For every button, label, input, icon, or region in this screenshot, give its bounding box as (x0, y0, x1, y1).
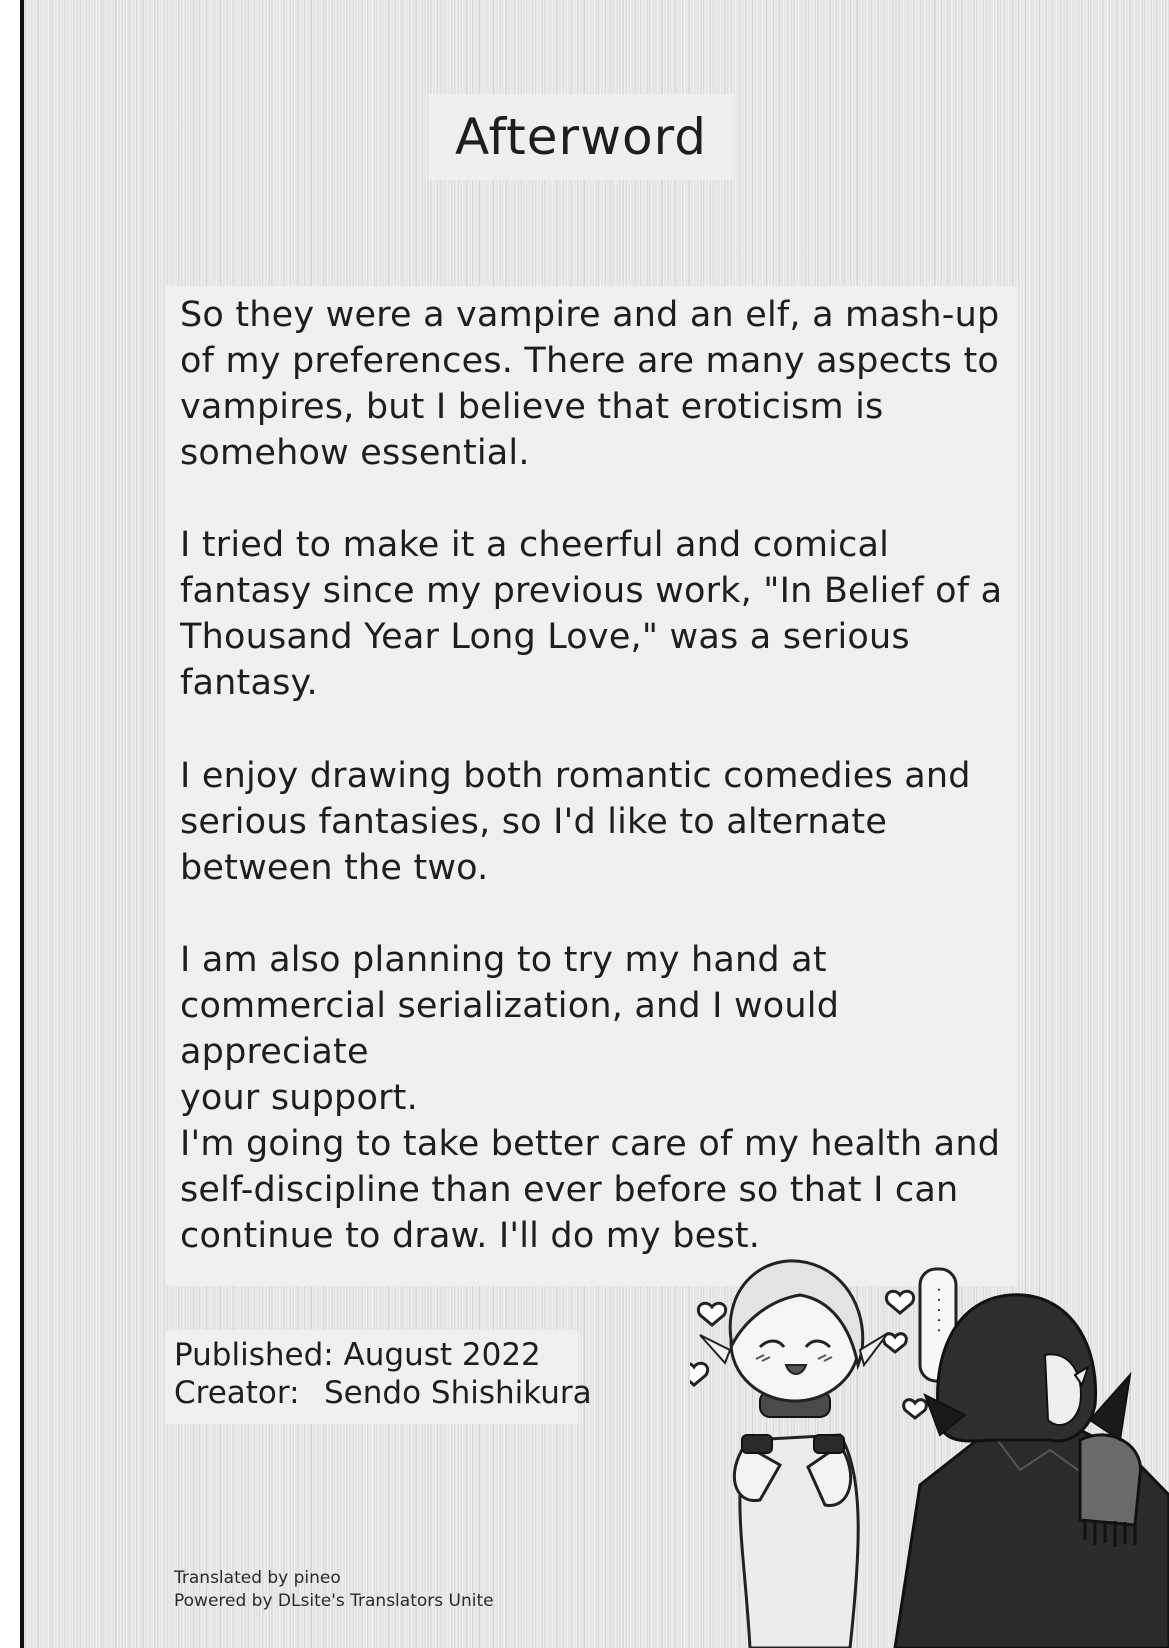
paragraph-serialization: I am also planning to try my hand at commercial serialization, and I would appreciate your support. (180, 940, 840, 1118)
page-title: Afterword (455, 108, 707, 166)
heart-icon (690, 1363, 708, 1385)
speech-bubble-text: . . . . . (934, 1287, 953, 1333)
afterword-title-box (428, 94, 734, 180)
paragraph-preferences: So they were a vampire and an elf, a mash-up of my preferences. There are many aspects to vampires, but I believe that eroticism is somehow essential. (180, 295, 1000, 473)
publication-credits (166, 1330, 592, 1424)
heart-icon (886, 1291, 913, 1313)
creator-name: Sendo Shishikura (324, 1375, 592, 1411)
elf-and-vampire-illustration (690, 1255, 1169, 1648)
paragraph-comical-fantasy: I tried to make it a cheerful and comical fantasy since my previous work, "In Belief of a Thousand Year Long Love," was a serious fantasy. (180, 525, 1003, 703)
heart-icon (904, 1400, 927, 1418)
translator-note (174, 1567, 494, 1613)
translator-platform: Powered by DLsite's Translators Unite (174, 1591, 494, 1611)
paragraph-health: I'm going to take better care of my health and self-discipline than ever before so that I can continue to draw. I'll do my best. (180, 1124, 1001, 1256)
afterword-body (166, 286, 1018, 1286)
creator-line (174, 1374, 592, 1412)
paragraph-genres: I enjoy drawing both romantic comedies and serious fantasies, so I'd like to alternate between the two. (180, 756, 971, 888)
published-line: Published: August 2022 (174, 1337, 541, 1373)
heart-icon (884, 1334, 907, 1352)
elf-character (700, 1261, 888, 1648)
heart-icon (698, 1303, 725, 1325)
translator-credit: Translated by pineo (174, 1568, 341, 1588)
creator-label: Creator: (174, 1375, 300, 1411)
